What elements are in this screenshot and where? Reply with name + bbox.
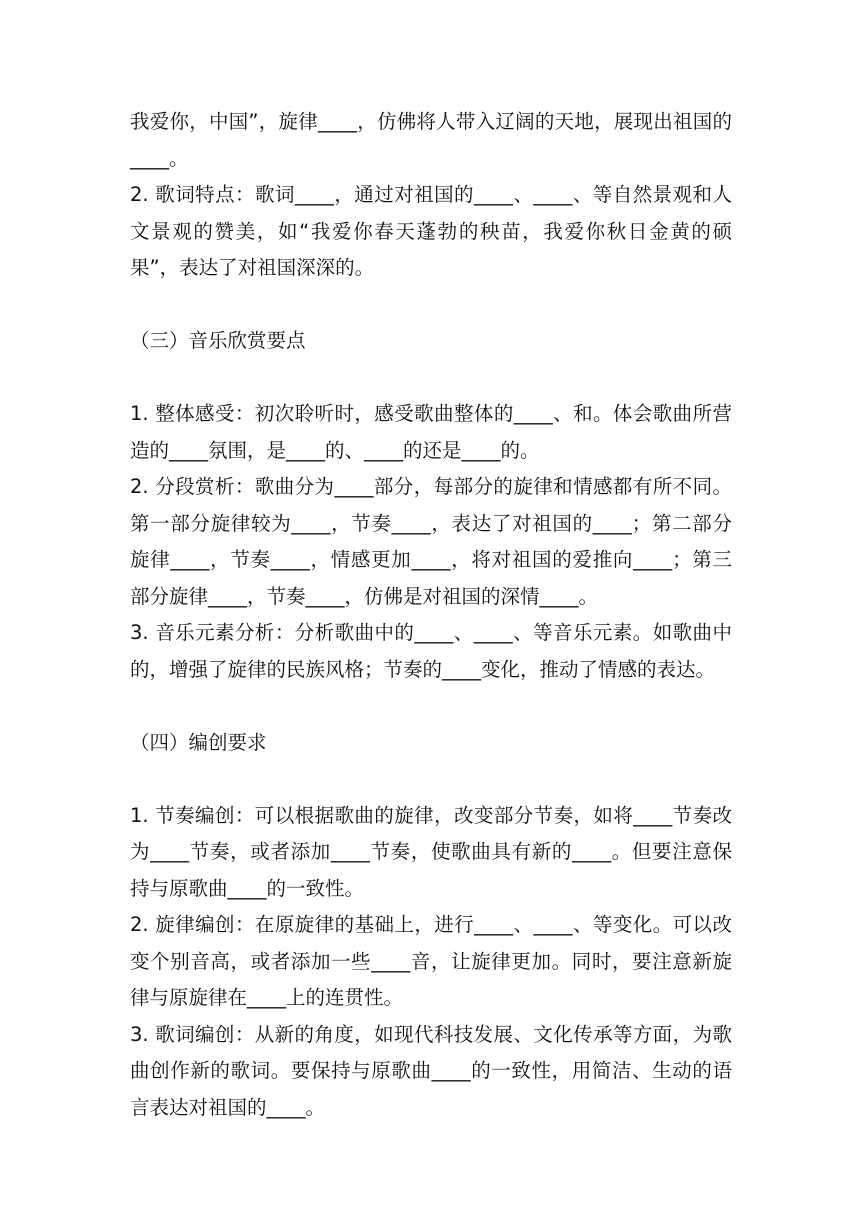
paragraph-melody-creation: 2. 旋律编创：在原旋律的基础上，进行____、____、等变化。可以改变个别音高，或者添加一些____音，让旋律更加。同时，要注意新旋律与原旋律在____上的连贯性。 xyxy=(130,913,732,1009)
section-heading-appreciation: （三）音乐欣赏要点 xyxy=(130,329,306,352)
paragraph-overall-feeling: 1. 整体感受：初次聆听时，感受歌曲整体的____、和。体会歌曲所营造的____氛围，是____的、____的还是____的。 xyxy=(130,402,732,462)
section-heading-creation: （四）编创要求 xyxy=(130,730,267,754)
spacer xyxy=(130,688,732,725)
paragraph-rhythm-creation: 1. 节奏编创：可以根据歌曲的旋律，改变部分节奏，如将____节奏改为____节奏，或者添加____节奏，使歌曲具有新的____。但要注意保持与原歌曲____的一致性。 xyxy=(130,803,732,900)
paragraph-lyrics-features: 2. 歌词特点：歌词____，通过对祖国的____、____、等自然景观和人文景观的赞美，如“我爱你春天蓬勃的秧苗，我爱你秋日金黄的硕果”，表达了对祖国深深的。 xyxy=(130,183,732,279)
spacer xyxy=(130,287,732,324)
paragraph-section-analysis: 2. 分段赏析：歌曲分为____部分，每部分的旋律和情感都有所不同。第一部分旋律较为____，节奏____，表达了对祖国的____；第二部分旋律____，节奏____，情感更加____，将对祖国的爱推向____；第三部分旋律____，节奏____，仿佛是对祖国的深情____。 xyxy=(130,475,732,608)
paragraph-lyrics-creation: 3. 歌词编创：从新的角度，如现代科技发展、文化传承等方面，为歌曲创作新的歌词。要保持与原歌曲____的一致性，用简洁、生动的语言表达对祖国的____。 xyxy=(130,1022,732,1119)
paragraph-music-elements: 3. 音乐元素分析：分析歌曲中的____、____、等音乐元素。如歌曲中的，增强了旋律的民族风格；节奏的____变化，推动了情感的表达。 xyxy=(130,621,732,681)
document-page xyxy=(130,104,732,1126)
paragraph-melody-intro: 我爱你，中国”，旋律____，仿佛将人带入辽阔的天地，展现出祖国的____。 xyxy=(130,110,732,170)
spacer xyxy=(130,360,732,397)
spacer xyxy=(130,761,732,798)
